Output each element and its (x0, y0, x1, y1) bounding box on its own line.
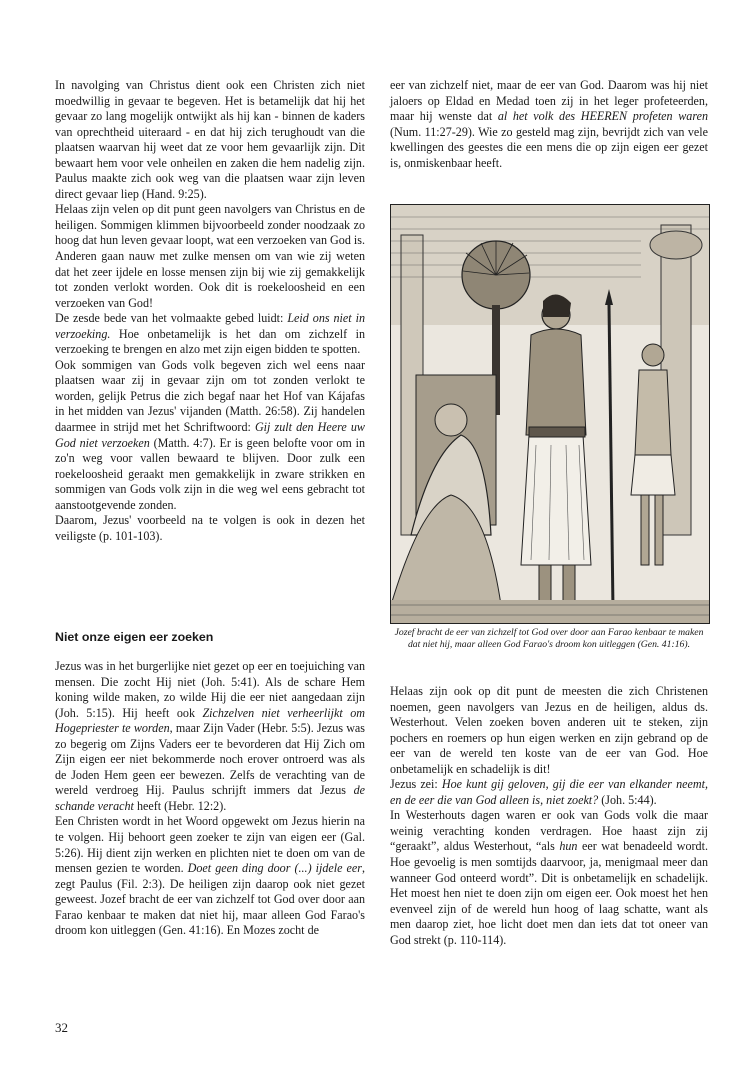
right-column-bottom (390, 684, 708, 948)
section-heading: Niet onze eigen eer zoeken (55, 630, 214, 644)
paragraph: In Westerhouts dagen waren er ook van Gods volk die maar weinig verachting konden verdragen. Hoe haast zijn zij “geraakt”, aldus Westerhout, “als hun eer wat benadeeld wordt. Hoe gevoelig is men somtijds daarvoor, ja, menigmaal meer dan wanneer God onteerd wordt”. Dit is onbetamelijk en schadelijk. Het moest hen niet te doen zijn om eigen eer. Ook moest het hen evenveel zijn of de wereld hun hoog of laag schatte, want als men daarop ziet, hoe licht doet men dan iets dat tot oneer van God strekt (p. 110-114). (390, 808, 708, 947)
paragraph: Ook sommigen van Gods volk begeven zich wel eens naar plaatsen waar zij in gevaar zijn om tot zonden verlokt te worden, gelijk Petrus die zich begaf naar het Hof van Kájafas in het midden van Jezus' vijanden (Matth. 26:58). Zij handelen daarmee in strijd met het Schriftwoord: Gij zult den Heere uw God niet verzoeken (Matth. 4:7). Er is geen belofte voor om in zo'n weg voor vallen bewaard te blijven. Door zulk een roekeloosheid geraakt men gemakkelijk in zware strikken en sommigen van Gods volk zijn in die weg wel eens gebracht tot aanstootgevende zonden. (55, 357, 365, 512)
left-column-bottom (55, 659, 365, 939)
paragraph: Daarom, Jezus' voorbeeld na te volgen is ook in dezen het veiligste (p. 101-103). (55, 513, 365, 543)
paragraph: De zesde bede van het volmaakte gebed luidt: Leid ons niet in verzoeking. Hoe onbetamelijk is het dan om zichzelf in verzoeking te brengen en alzo met zijn eigen bidden te spotten. (55, 311, 365, 357)
figure-caption: Jozef bracht de eer van zichzelf tot God over door aan Farao kenbaar te maken dat niet hij, maar alleen God Farao's droom kon uitleggen (Gen. 41:16). (394, 627, 704, 650)
engraving-image (391, 205, 709, 623)
paragraph: Jezus was in het burgerlijke niet gezet op eer en toejuiching van mensen. Die zocht Hij niet (Joh. 5:41). Als de schare Hem koning wilde maken, zo wilde Hij die eer niet aangedaan zijn (Joh. 5:15). Hij heeft ook Zichzelven niet verheerlijkt om Hogepriester te worden, maar Zijn Vader (Hebr. 5:5). Jezus was zo begerig om Zijns Vaders eer te bevorderen dat Hij Zich om Zijn eigen eer niet bekommerde noch erover ontroerd was als de Joden Hem geen eer bewezen. Zelfs de verachting van de wereld verdroeg Hij. Paulus schrijft immers dat Jezus de schande veracht heeft (Hebr. 12:2). (55, 659, 365, 813)
paragraph: Een Christen wordt in het Woord opgewekt om Jezus hierin na te volgen. Hij behoort geen zoeker te zijn van eigen eer (Gal. 5:26). Hij dient zijn werken en plichten niet te doen om van de mensen gezien te worden. Doet geen ding door (...) ijdele eer, zegt Paulus (Fil. 2:3). De heiligen zijn daarop ook niet gezet geweest. Jozef bracht de eer van zichzelf tot God over door aan Farao kenbaar te maken dat niet hij, maar alleen God Farao's droom kon uitleggen (Gen. 41:16). En Mozes zocht de (55, 814, 365, 938)
paragraph: In navolging van Christus dient ook een Christen zich niet moedwillig in gevaar te begeven. Het is betamelijk dat hij het gevaar zo lang mogelijk ontwijkt als hij kan - binnen de kaders van oprechtheid uiteraard - en dat hij zich terughoudt van die plaatsen waarvan hij weet dat ze voor hem gevaarlijk zijn. Dit bewaart hem voor vele onheilen en zaken die hem nadelig zijn. Paulus maakte zich ook weg van die plaatsen waar zijn leven direct gevaar liep (Hand. 9:25). (55, 78, 365, 201)
page-number: 32 (55, 1020, 68, 1035)
illustration-joseph-pharaoh (390, 204, 710, 624)
paragraph: Helaas zijn ook op dit punt de meesten die zich Christenen noemen, geen navolgers van Jezus en de heiligen, aldus ds. Westerhout. Velen zoeken boven anderen uit te steken, zijn pochers en roemers op hun eigen werken en zijn gebrand op de eer van de wereld ten koste van de eer van God. Hoe onbetamelijk en schadelijk is dit! (390, 684, 708, 776)
paragraph: Jezus zei: Hoe kunt gij geloven, gij die eer van elkander neemt, en de eer die van God alleen is, niet zoekt? (Joh. 5:44). (390, 777, 709, 807)
left-column-top (55, 78, 365, 544)
paragraph: Helaas zijn velen op dit punt geen navolgers van Christus en de heiligen. Sommigen klimmen bijvoorbeeld zonder noodzaak zo hoog dat hun leven gevaar loopt, wat een verzoeken van God is. Anderen gaan nauw met zulke mensen om van wie zij weten dat het zeer ijdele en losse mensen zijn bij wie zij gemakkelijk tot zonden verlokt worden. Ook dit is roekeloosheid en een verzoeken van God! (55, 202, 365, 310)
paragraph: eer van zichzelf niet, maar de eer van God. Daarom was hij niet jaloers op Eldad en Medad toen zij in het leger profeteerden, maar hij wenste dat al het volk des HEEREN profeten waren (Num. 11:27-29). Wie zo gesteld mag zijn, bevrijdt zich van vele kwellingen des geestes die een mens die op zijn eigen eer gezet is, onmiskenbaar heeft. (390, 78, 709, 170)
right-column-top (390, 78, 708, 171)
